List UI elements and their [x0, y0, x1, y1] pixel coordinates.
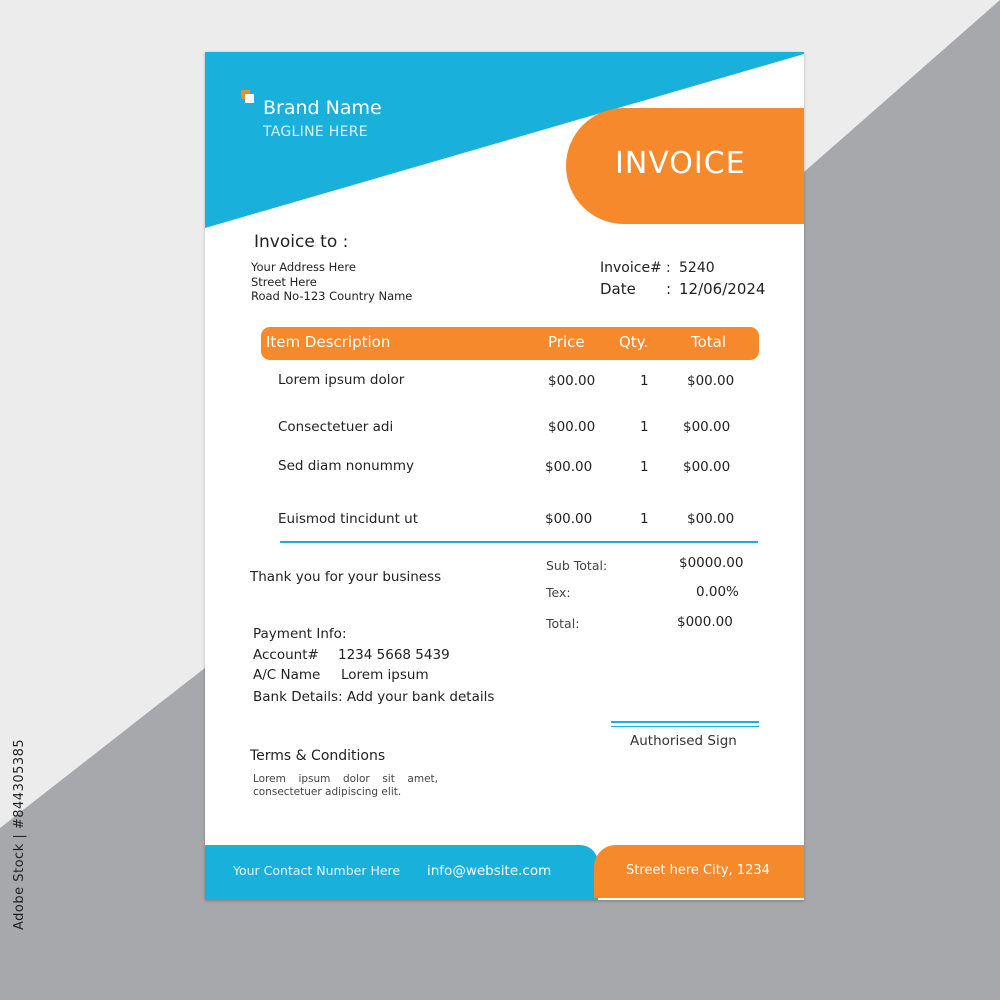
item-description: Lorem ipsum dolor — [278, 372, 405, 388]
account-name-value: Lorem ipsum — [341, 667, 429, 683]
total-label: Total: — [546, 616, 580, 631]
terms-heading: Terms & Conditions — [250, 748, 386, 764]
footer-address: Street here City, 1234 — [626, 863, 770, 878]
date-colon: : — [666, 280, 672, 298]
bank-details: Bank Details: Add your bank details — [253, 689, 495, 705]
invoice-title: INVOICE — [615, 146, 746, 181]
brand-name: Brand Name — [263, 97, 382, 119]
item-description: Consectetuer adi — [278, 419, 394, 435]
table-bottom-divider — [280, 541, 758, 543]
column-header-qty: Qty. — [619, 333, 649, 351]
account-name-label: A/C Name — [253, 667, 321, 683]
total-value: $000.00 — [677, 614, 733, 630]
footer-email: info@website.com — [427, 863, 552, 879]
column-header-description: Item Description — [266, 333, 391, 351]
brand-tagline: TAGLINE HERE — [263, 124, 368, 140]
brand-logo-icon — [241, 90, 257, 106]
item-qty: 1 — [640, 373, 649, 389]
account-value: 1234 5668 5439 — [338, 647, 450, 663]
item-price: $00.00 — [545, 511, 593, 527]
stock-id-watermark: Adobe Stock | #844305385 — [12, 738, 27, 930]
address-line: Road No-123 Country Name — [251, 289, 413, 303]
item-price: $00.00 — [548, 373, 596, 389]
tax-value: 0.00% — [696, 584, 739, 600]
subtotal-label: Sub Total: — [546, 558, 608, 573]
invoice-number-colon: : — [666, 260, 671, 276]
item-description: Sed diam nonummy — [278, 458, 414, 474]
column-header-total: Total — [691, 333, 727, 351]
item-qty: 1 — [640, 511, 649, 527]
account-label: Account# — [253, 647, 319, 663]
item-total: $00.00 — [683, 459, 731, 475]
tax-label: Tex: — [546, 585, 571, 600]
thank-you-note: Thank you for your business — [250, 569, 442, 585]
item-qty: 1 — [640, 459, 649, 475]
address-line: Street Here — [251, 275, 317, 289]
signature-line — [611, 721, 759, 727]
item-price: $00.00 — [545, 459, 593, 475]
column-header-price: Price — [548, 333, 585, 351]
invoice-to-heading: Invoice to : — [254, 232, 349, 252]
date-value: 12/06/2024 — [679, 280, 766, 298]
item-price: $00.00 — [548, 419, 596, 435]
terms-text: Lorem ipsum dolor sit amet, consectetuer adipiscing elit. — [253, 773, 438, 798]
item-total: $00.00 — [687, 373, 735, 389]
address-line: Your Address Here — [251, 260, 356, 274]
item-qty: 1 — [640, 419, 649, 435]
item-total: $00.00 — [687, 511, 735, 527]
signature-label: Authorised Sign — [630, 733, 737, 749]
invoice-document — [205, 52, 804, 900]
date-label: Date — [600, 280, 636, 298]
item-total: $00.00 — [683, 419, 731, 435]
footer-phone: Your Contact Number Here — [233, 863, 401, 878]
invoice-number-value: 5240 — [679, 260, 715, 276]
invoice-number-label: Invoice# — [600, 260, 662, 276]
payment-info-heading: Payment Info: — [253, 626, 347, 642]
item-description: Euismod tincidunt ut — [278, 511, 419, 527]
subtotal-value: $0000.00 — [679, 555, 744, 571]
